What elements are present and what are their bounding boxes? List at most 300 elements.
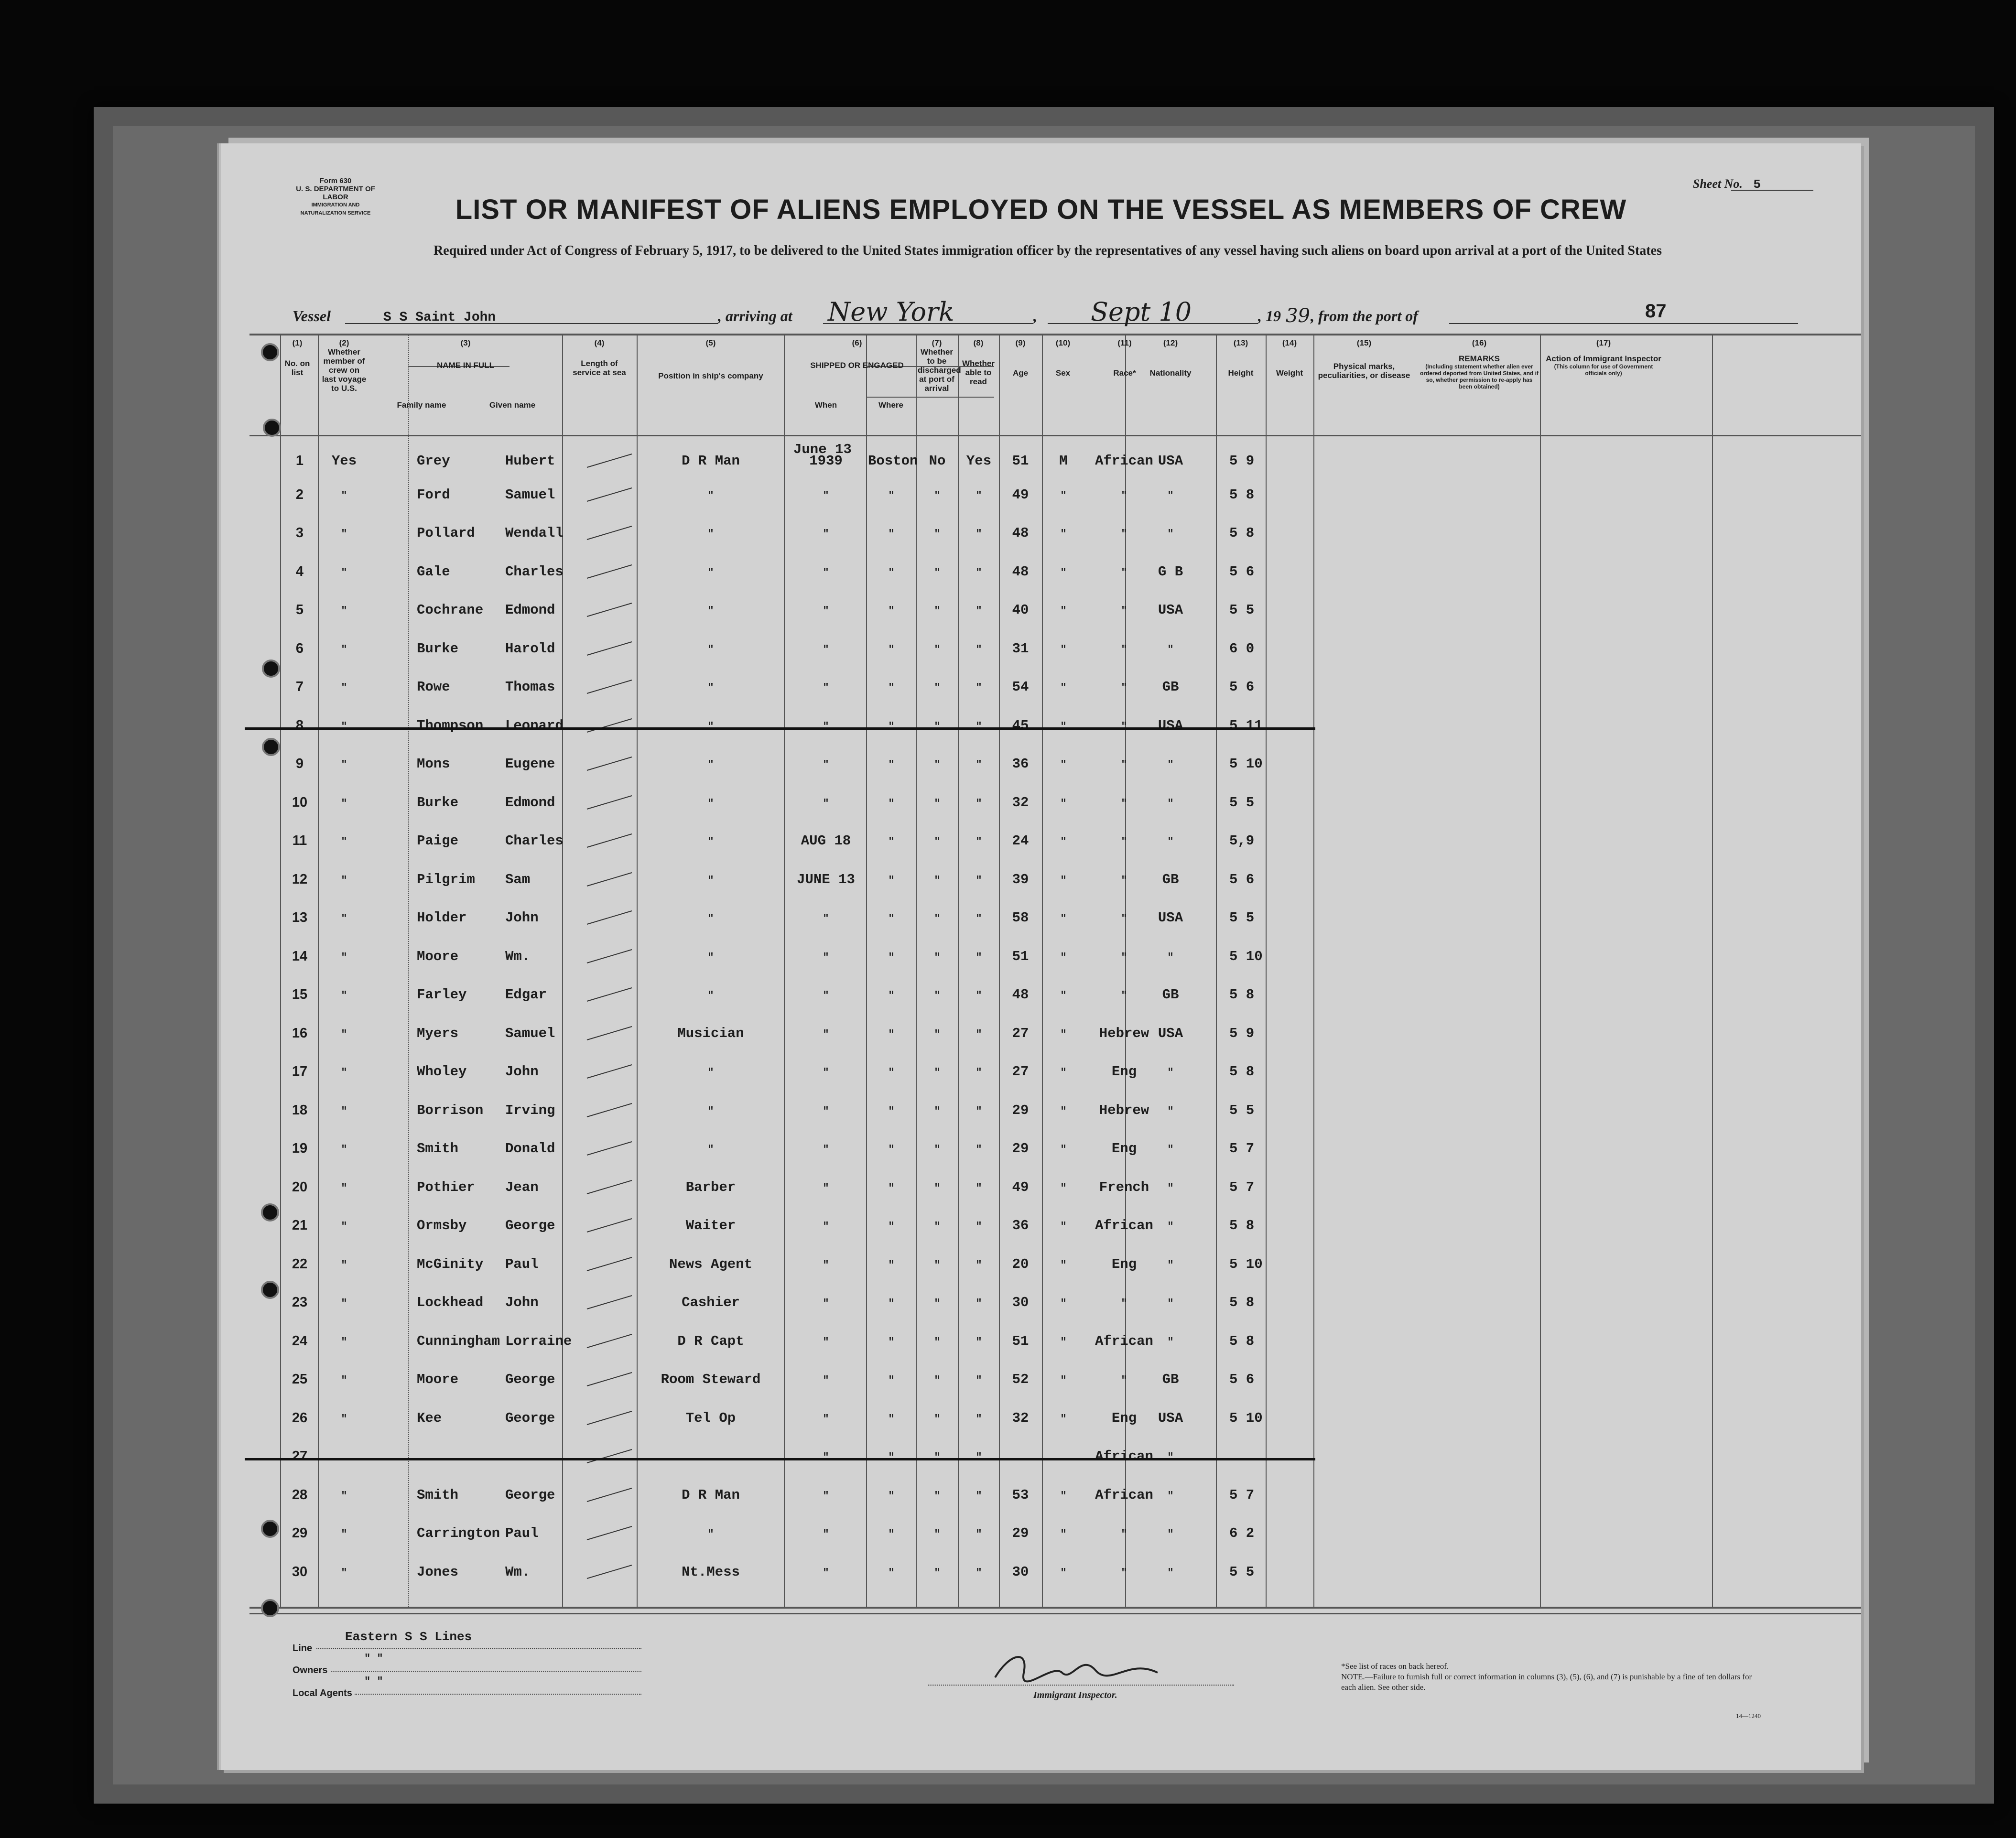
row-3-nat: " <box>1167 528 1174 540</box>
row-12-read: " <box>975 874 982 887</box>
row-9-disch: " <box>934 759 941 771</box>
row-4-where: " <box>888 566 895 579</box>
row-9-when: " <box>823 759 829 771</box>
row-6-height: 6 0 <box>1229 640 1255 657</box>
col17-header: (17) Action of Immigrant Inspector (This column for use of Government officials only) <box>1546 338 1661 377</box>
row-20-race: French <box>1099 1179 1149 1195</box>
service-tick-mark <box>584 1101 637 1120</box>
row-17-age: 27 <box>1012 1064 1029 1080</box>
row-26-nat: USA <box>1158 1410 1183 1426</box>
row-18-last: " <box>341 1105 347 1117</box>
row-5-no: 5 <box>295 602 304 617</box>
row-7-no: 7 <box>295 679 304 694</box>
punch-hole <box>262 738 280 756</box>
punch-hole <box>263 419 281 437</box>
row-27-when: " <box>823 1451 829 1463</box>
row-3-sex: " <box>1060 528 1067 540</box>
row-1-nat: USA <box>1158 453 1183 469</box>
row-15-age: 48 <box>1012 987 1029 1003</box>
row-1-pos: D R Man <box>682 453 740 469</box>
punch-hole <box>261 1520 279 1538</box>
row-24-read: " <box>975 1336 982 1348</box>
row-1-family: Grey <box>417 453 450 469</box>
row-22-given: Paul <box>505 1256 539 1272</box>
row-14-where: " <box>888 951 895 963</box>
col13-header: (13) Height <box>1228 338 1254 378</box>
col10-header: (10) Sex <box>1055 338 1071 378</box>
row-19-given: Donald <box>505 1141 555 1157</box>
row-20-height: 5 7 <box>1229 1179 1255 1195</box>
row-18-no: 18 <box>292 1102 308 1118</box>
row-19-family: Smith <box>417 1141 459 1157</box>
row-19-height: 5 7 <box>1229 1141 1255 1157</box>
service-tick-mark <box>584 1254 637 1274</box>
print-code: 14—1240 <box>1736 1712 1761 1719</box>
row-30-read: " <box>975 1567 982 1579</box>
row-26-sex: " <box>1060 1413 1067 1425</box>
row-2-read: " <box>975 489 982 502</box>
row-21-pos: Waiter <box>685 1218 736 1233</box>
row-24-given: Lorraine <box>505 1333 572 1349</box>
row-20-read: " <box>975 1182 982 1194</box>
row-29-nat: " <box>1167 1528 1174 1540</box>
row-8-when: " <box>823 720 829 733</box>
agents-label: Local Agents <box>293 1688 352 1698</box>
row-24-family: Cunningham <box>417 1333 500 1349</box>
row-18-where: " <box>888 1105 895 1117</box>
row-5-race: " <box>1121 605 1127 617</box>
row-29-pos: " <box>707 1528 714 1540</box>
row-22-where: " <box>888 1259 895 1271</box>
row-6-pos: " <box>707 643 714 656</box>
row-7-family: Rowe <box>417 679 450 695</box>
row-7-race: " <box>1121 682 1127 694</box>
row-18-height: 5 5 <box>1229 1102 1255 1118</box>
row-24-no: 24 <box>292 1333 308 1349</box>
col8-header: (8) Whether able to read <box>962 338 995 386</box>
col2-header: (2) Whether member of crew on last voyage to U.S. <box>322 338 367 393</box>
row-19-nat: " <box>1167 1144 1174 1156</box>
row-29-race: " <box>1121 1528 1127 1540</box>
row-21-read: " <box>975 1221 982 1233</box>
row-30-when: " <box>823 1567 829 1579</box>
row-8-last: " <box>341 720 347 733</box>
col1-header: (1) No. on list <box>284 338 310 377</box>
row-4-no: 4 <box>295 563 304 579</box>
row-11-read: " <box>975 836 982 848</box>
row-1-given: Hubert <box>505 453 555 469</box>
row-23-where: " <box>888 1297 895 1309</box>
row-5-when: " <box>823 605 829 617</box>
row-17-sex: " <box>1060 1067 1067 1079</box>
row-8-height: 5 11 <box>1229 717 1263 734</box>
row-3-where: " <box>888 528 895 540</box>
row-2-given: Samuel <box>505 487 555 503</box>
row-21-height: 5 8 <box>1229 1218 1255 1233</box>
service-tick-mark <box>584 451 637 470</box>
row-26-last: " <box>341 1413 347 1425</box>
row-3-height: 5 8 <box>1229 525 1255 541</box>
row-8-race: " <box>1121 720 1127 733</box>
row-15-height: 5 8 <box>1229 987 1255 1003</box>
row-13-read: " <box>975 913 982 925</box>
col3-family-header: Family name <box>397 400 446 410</box>
row-20-disch: " <box>934 1182 941 1194</box>
row-3-race: " <box>1121 528 1127 540</box>
row-29-when: " <box>823 1528 829 1540</box>
row-18-age: 29 <box>1012 1102 1029 1118</box>
row-30-family: Jones <box>417 1564 459 1580</box>
row-15-no: 15 <box>292 987 308 1002</box>
row-14-read: " <box>975 951 982 963</box>
row-15-given: Edgar <box>505 987 547 1003</box>
row-17-when: " <box>823 1067 829 1079</box>
row-30-pos: Nt.Mess <box>682 1564 740 1580</box>
owners-value: " " <box>364 1653 383 1665</box>
row-9-no: 9 <box>295 756 304 771</box>
row-1-height: 5 9 <box>1229 453 1255 469</box>
row-9-last: " <box>341 759 347 771</box>
row-6-family: Burke <box>417 640 459 657</box>
shipped-date-note: June 13 <box>793 442 852 457</box>
row-8-nat: USA <box>1158 717 1183 734</box>
row-18-pos: " <box>707 1105 714 1117</box>
row-30-where: " <box>888 1567 895 1579</box>
owners-label: Owners <box>293 1665 328 1676</box>
row-16-given: Samuel <box>505 1025 555 1041</box>
row-29-family: Carrington <box>417 1525 500 1541</box>
row-20-age: 49 <box>1012 1179 1029 1195</box>
row-6-no: 6 <box>295 640 304 656</box>
row-18-race: Hebrew <box>1099 1102 1149 1118</box>
row-29-disch: " <box>934 1528 941 1540</box>
sheet-number: Sheet No. 5 <box>1693 177 1761 192</box>
row-20-nat: " <box>1167 1182 1174 1194</box>
row-10-given: Edmond <box>505 794 555 811</box>
row-13-age: 58 <box>1012 910 1029 926</box>
row-5-given: Edmond <box>505 602 555 618</box>
row-11-height: 5,9 <box>1229 833 1255 849</box>
row-17-pos: " <box>707 1067 714 1079</box>
row-23-read: " <box>975 1297 982 1309</box>
row-10-pos: " <box>707 797 714 810</box>
row-4-height: 5 6 <box>1229 563 1255 580</box>
row-22-no: 22 <box>292 1256 308 1272</box>
row-2-family: Ford <box>417 487 450 503</box>
race-note: *See list of races on back hereof. <box>1341 1662 1449 1671</box>
row-30-race: " <box>1121 1567 1127 1579</box>
row-9-sex: " <box>1060 759 1067 771</box>
row-7-last: " <box>341 682 347 694</box>
service-tick-mark <box>584 523 637 542</box>
row-26-family: Kee <box>417 1410 442 1426</box>
row-23-no: 23 <box>292 1295 308 1310</box>
service-tick-mark <box>584 677 637 696</box>
row-23-family: Lockhead <box>417 1295 484 1310</box>
row-14-last: " <box>341 951 347 963</box>
row-29-no: 29 <box>292 1525 308 1541</box>
row-24-nat: " <box>1167 1336 1174 1348</box>
row-30-nat: " <box>1167 1567 1174 1579</box>
punch-hole <box>261 343 279 361</box>
row-8-disch: " <box>934 720 941 733</box>
row-26-when: " <box>823 1413 829 1425</box>
row-2-last: " <box>341 489 347 502</box>
punch-hole <box>261 1203 279 1222</box>
row-26-given: George <box>505 1410 555 1426</box>
row-10-when: " <box>823 797 829 810</box>
row-21-where: " <box>888 1221 895 1233</box>
service-tick-mark <box>584 600 637 619</box>
row-15-where: " <box>888 990 895 1002</box>
vessel-line: Vessel S S Saint John , arriving at New York , Sept 10 , 19 39 , from the port of 87 <box>293 300 1798 329</box>
col4-header: (4) Length of service at sea <box>573 338 626 377</box>
row-8-no: 8 <box>295 717 304 733</box>
row-6-last: " <box>341 643 347 656</box>
row-4-when: " <box>823 566 829 579</box>
row-29-read: " <box>975 1528 982 1540</box>
row-23-when: " <box>823 1297 829 1309</box>
row-5-last: " <box>341 605 347 617</box>
row-12-family: Pilgrim <box>417 871 475 887</box>
row-17-where: " <box>888 1067 895 1079</box>
strikeout-line <box>245 727 1315 730</box>
row-15-last: " <box>341 990 347 1002</box>
row-2-sex: " <box>1060 489 1067 502</box>
row-18-when: " <box>823 1105 829 1117</box>
row-21-disch: " <box>934 1221 941 1233</box>
row-25-when: " <box>823 1374 829 1386</box>
row-21-given: George <box>505 1218 555 1233</box>
col14-header: (14) Weight <box>1276 338 1303 378</box>
crew-table <box>249 334 1861 1609</box>
row-14-height: 5 10 <box>1229 948 1263 964</box>
row-19-no: 19 <box>292 1141 308 1156</box>
row-24-height: 5 8 <box>1229 1333 1255 1349</box>
row-1-last: Yes <box>331 453 357 469</box>
row-22-family: McGinity <box>417 1256 484 1272</box>
row-18-given: Irving <box>505 1102 555 1118</box>
row-28-no: 28 <box>292 1487 308 1503</box>
row-29-sex: " <box>1060 1528 1067 1540</box>
service-tick-mark <box>584 831 637 850</box>
row-21-sex: " <box>1060 1221 1067 1233</box>
row-19-disch: " <box>934 1144 941 1156</box>
row-30-given: Wm. <box>505 1564 531 1580</box>
inspector-label: Immigrant Inspector. <box>1033 1690 1117 1700</box>
row-6-race: " <box>1121 643 1127 656</box>
row-14-nat: " <box>1167 951 1174 963</box>
row-29-given: Paul <box>505 1525 539 1541</box>
row-13-where: " <box>888 913 895 925</box>
row-26-no: 26 <box>292 1410 308 1426</box>
service-tick-mark <box>584 716 637 735</box>
row-22-race: Eng <box>1111 1256 1137 1272</box>
row-20-last: " <box>341 1182 347 1194</box>
line-value: Eastern S S Lines <box>345 1630 472 1644</box>
row-5-disch: " <box>934 605 941 617</box>
row-23-disch: " <box>934 1297 941 1309</box>
col6-when-header: When <box>814 400 837 410</box>
row-24-age: 51 <box>1012 1333 1029 1349</box>
row-2-when: " <box>823 489 829 502</box>
service-tick-mark <box>584 1331 637 1351</box>
row-16-no: 16 <box>292 1025 308 1041</box>
row-2-race: " <box>1121 489 1127 502</box>
row-3-family: Pollard <box>417 525 475 541</box>
row-8-sex: " <box>1060 720 1067 733</box>
row-18-family: Borrison <box>417 1102 484 1118</box>
row-27-no: 27 <box>292 1449 308 1464</box>
row-28-age: 53 <box>1012 1487 1029 1503</box>
row-10-age: 32 <box>1012 794 1029 811</box>
row-30-age: 30 <box>1012 1564 1029 1580</box>
row-6-disch: " <box>934 643 941 656</box>
row-13-pos: " <box>707 913 714 925</box>
row-25-no: 25 <box>292 1372 308 1387</box>
row-30-no: 30 <box>292 1564 308 1579</box>
col7-header: (7) Whether to be discharged at port of arrival <box>918 338 961 393</box>
row-11-pos: " <box>707 836 714 848</box>
row-7-read: " <box>975 682 982 694</box>
row-20-pos: Barber <box>685 1179 736 1195</box>
page-subtitle: Required under Act of Congress of February 5, 1917, to be delivered to the United States immigration officer by the representatives of any vessel having such aliens on board upon arrival at a port of the United States <box>434 243 1662 258</box>
row-24-pos: D R Capt <box>677 1333 744 1349</box>
row-14-given: Wm. <box>505 948 531 964</box>
row-19-sex: " <box>1060 1144 1067 1156</box>
row-1-when: 1939 <box>809 453 843 469</box>
arrival-date: Sept 10 <box>1091 297 1192 327</box>
row-29-height: 6 2 <box>1229 1525 1255 1541</box>
row-11-last: " <box>341 836 347 848</box>
row-25-last: " <box>341 1374 347 1386</box>
row-11-no: 11 <box>292 833 307 848</box>
service-tick-mark <box>584 639 637 658</box>
row-16-pos: Musician <box>677 1025 744 1041</box>
row-28-family: Smith <box>417 1487 459 1503</box>
row-16-where: " <box>888 1028 895 1040</box>
row-21-last: " <box>341 1221 347 1233</box>
row-15-family: Farley <box>417 987 467 1003</box>
row-6-read: " <box>975 643 982 656</box>
row-18-sex: " <box>1060 1105 1067 1117</box>
row-7-where: " <box>888 682 895 694</box>
row-9-where: " <box>888 759 895 771</box>
row-5-where: " <box>888 605 895 617</box>
row-4-family: Gale <box>417 563 450 580</box>
service-tick-mark <box>584 1293 637 1312</box>
row-3-age: 48 <box>1012 525 1029 541</box>
row-3-pos: " <box>707 528 714 540</box>
punch-hole <box>261 1599 279 1617</box>
row-17-given: John <box>505 1064 539 1080</box>
row-14-family: Moore <box>417 948 459 964</box>
row-7-nat: GB <box>1162 679 1179 695</box>
service-tick-mark <box>584 793 637 812</box>
row-17-last: " <box>341 1067 347 1079</box>
row-3-given: Wendall <box>505 525 564 541</box>
row-28-race: African <box>1095 1487 1153 1503</box>
row-26-height: 5 10 <box>1229 1410 1263 1426</box>
row-2-height: 5 8 <box>1229 487 1255 503</box>
row-22-when: " <box>823 1259 829 1271</box>
row-19-pos: " <box>707 1144 714 1156</box>
row-30-height: 5 5 <box>1229 1564 1255 1580</box>
row-17-disch: " <box>934 1067 941 1079</box>
col6-where-header: Where <box>878 400 903 410</box>
service-tick-mark <box>584 485 637 504</box>
row-7-sex: " <box>1060 682 1067 694</box>
row-18-read: " <box>975 1105 982 1117</box>
inspector-signature <box>986 1644 1167 1687</box>
col6-header: (6) SHIPPED OR ENGAGED <box>810 338 904 370</box>
row-10-disch: " <box>934 797 941 810</box>
row-13-no: 13 <box>292 910 308 925</box>
row-28-when: " <box>823 1490 829 1502</box>
service-tick-mark <box>584 1408 637 1427</box>
row-17-family: Wholey <box>417 1064 467 1080</box>
service-tick-mark <box>584 1562 637 1581</box>
row-12-no: 12 <box>292 871 308 887</box>
row-3-read: " <box>975 528 982 540</box>
row-8-age: 45 <box>1012 717 1029 734</box>
row-16-nat: USA <box>1158 1025 1183 1041</box>
row-12-race: " <box>1121 874 1127 887</box>
row-8-given: Leonard <box>505 717 564 734</box>
row-12-given: Sam <box>505 871 531 887</box>
row-4-pos: " <box>707 566 714 579</box>
row-25-nat: GB <box>1162 1372 1179 1387</box>
row-4-age: 48 <box>1012 563 1029 580</box>
row-27-race: African <box>1095 1449 1153 1464</box>
row-13-height: 5 5 <box>1229 910 1255 926</box>
row-25-disch: " <box>934 1374 941 1386</box>
row-2-nat: " <box>1167 489 1174 502</box>
row-5-read: " <box>975 605 982 617</box>
row-24-disch: " <box>934 1336 941 1348</box>
row-24-last: " <box>341 1336 347 1348</box>
manifest-sheet <box>221 143 1861 1770</box>
row-19-read: " <box>975 1144 982 1156</box>
row-12-sex: " <box>1060 874 1067 887</box>
row-11-nat: " <box>1167 836 1174 848</box>
row-19-last: " <box>341 1144 347 1156</box>
row-23-last: " <box>341 1297 347 1309</box>
row-22-height: 5 10 <box>1229 1256 1263 1272</box>
row-4-last: " <box>341 566 347 579</box>
row-16-height: 5 9 <box>1229 1025 1255 1041</box>
row-7-age: 54 <box>1012 679 1029 695</box>
arrival-year: 39 <box>1286 305 1310 327</box>
service-tick-mark <box>584 1062 637 1081</box>
col12-header: (12) Nationality <box>1149 338 1192 378</box>
strikeout-line <box>245 1458 1315 1460</box>
row-1-sex: M <box>1059 453 1068 469</box>
row-13-family: Holder <box>417 910 467 926</box>
row-23-given: John <box>505 1295 539 1310</box>
row-1-where: Boston <box>868 453 918 469</box>
row-13-race: " <box>1121 913 1127 925</box>
row-16-sex: " <box>1060 1028 1067 1040</box>
row-16-disch: " <box>934 1028 941 1040</box>
row-14-no: 14 <box>292 948 308 964</box>
row-7-height: 5 6 <box>1229 679 1255 695</box>
row-29-last: " <box>341 1528 347 1540</box>
service-tick-mark <box>584 754 637 773</box>
row-3-when: " <box>823 528 829 540</box>
service-tick-mark <box>584 947 637 966</box>
row-25-age: 52 <box>1012 1372 1029 1387</box>
